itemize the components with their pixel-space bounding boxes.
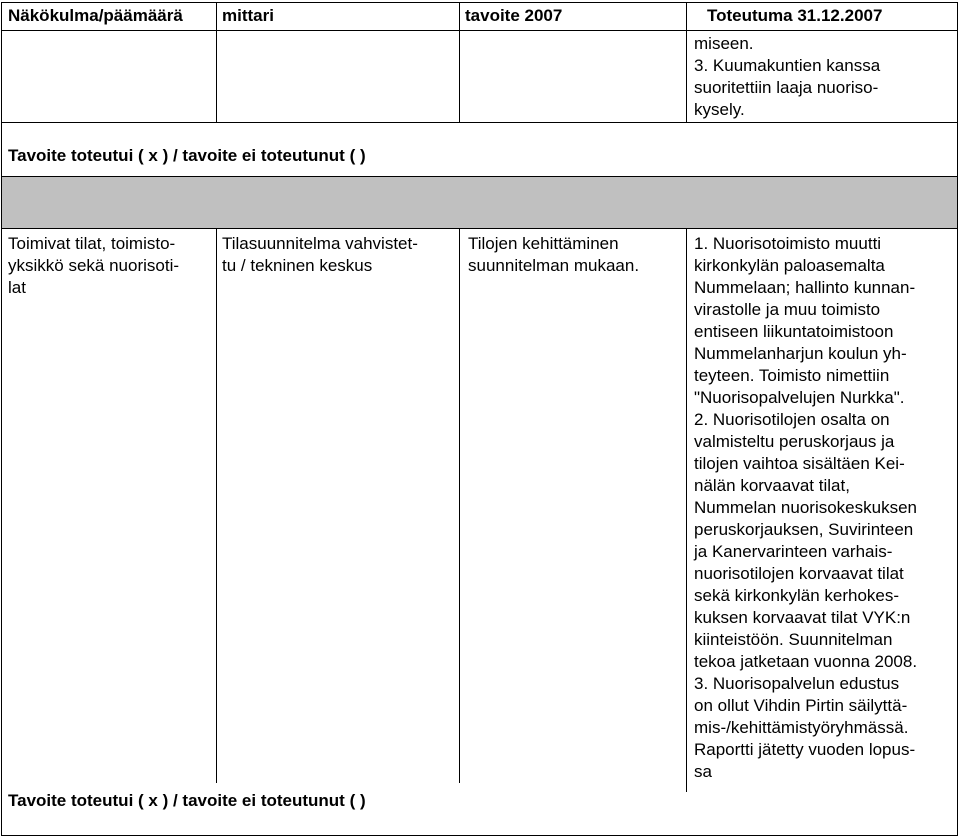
- col-divider-3: [686, 2, 687, 122]
- row-metric: [222, 233, 418, 277]
- text-line: Toimivat tilat, toimisto-: [8, 234, 176, 253]
- table-right-border: [957, 2, 958, 836]
- text-line: yksikkö sekä nuorisoti-: [8, 256, 180, 275]
- header-realization: Toteutuma 31.12.2007: [707, 6, 883, 25]
- col-divider-2: [459, 2, 460, 122]
- table-left-border: [1, 2, 2, 836]
- row-perspective: [8, 233, 179, 299]
- table-top-border: [1, 2, 958, 3]
- text-line: Nummelanharjun koulun yh-: [694, 344, 907, 363]
- text-line: entiseen liikuntatoimistoon: [694, 322, 894, 341]
- goal-status-top: Tavoite toteutui ( x ) / tavoite ei toteutunut ( ): [8, 146, 366, 165]
- header-bottom-border: [1, 30, 958, 31]
- text-line: sa: [694, 762, 712, 781]
- row-realization: [694, 233, 917, 783]
- text-line: tilojen vaihtoa sisältäen Kei-: [694, 454, 905, 473]
- text-line: lat: [8, 278, 26, 297]
- text-line: nälän korvaavat tilat,: [694, 476, 850, 495]
- text-line: Nummelan nuorisokeskuksen: [694, 498, 917, 517]
- text-line: mis-/kehittämistyöryhmässä.: [694, 718, 909, 737]
- text-line: Tilasuunnitelma vahvistet-: [222, 234, 418, 253]
- top-block-realization: [694, 33, 880, 121]
- separator-bottom-border: [1, 228, 958, 229]
- text-line: kuksen korvaavat tilat VYK:n: [694, 608, 911, 627]
- section-separator: [2, 177, 958, 228]
- text-line: virastolle ja muu toimisto: [694, 300, 881, 319]
- table-bottom-border: [1, 835, 958, 836]
- col-divider-1: [216, 2, 217, 122]
- top-block-divider: [1, 122, 958, 123]
- text-line: suunnitelman mukaan.: [468, 256, 640, 275]
- text-line: Tilojen kehittäminen: [468, 234, 619, 253]
- text-line: 1. Nuorisotoimisto muutti: [694, 234, 882, 253]
- text-line: nuorisotilojen korvaavat tilat: [694, 564, 904, 583]
- text-line: "Nuorisopalvelujen Nurkka".: [694, 388, 905, 407]
- text-line: miseen.: [694, 34, 754, 53]
- text-line: kirkonkylän paloasemalta: [694, 256, 885, 275]
- header-perspective: Näkökulma/päämäärä: [8, 6, 183, 25]
- row-target: [468, 233, 639, 277]
- text-line: on ollut Vihdin Pirtin säilyttä-: [694, 696, 908, 715]
- text-line: 3. Kuumakuntien kanssa: [694, 56, 881, 75]
- text-line: teyteen. Toimisto nimettiin: [694, 366, 890, 385]
- col-divider-1b: [216, 228, 217, 783]
- goal-row-bottom-border: [1, 176, 958, 177]
- text-line: 2. Nuorisotilojen osalta on: [694, 410, 890, 429]
- text-line: peruskorjauksen, Suvirinteen: [694, 520, 914, 539]
- text-line: Nummelaan; hallinto kunnan-: [694, 278, 916, 297]
- text-line: Raportti jätetty vuoden lopus-: [694, 740, 916, 759]
- col-divider-3b: [686, 228, 687, 783]
- text-line: kiinteistöön. Suunnitelman: [694, 630, 893, 649]
- text-line: tekoa jatketaan vuonna 2008.: [694, 652, 918, 671]
- text-line: suoritettiin laaja nuoriso-: [694, 78, 879, 97]
- text-line: valmisteltu peruskorjaus ja: [694, 432, 895, 451]
- text-line: kysely.: [694, 100, 745, 119]
- header-metric: mittari: [222, 6, 274, 25]
- col-divider-3c: [686, 783, 687, 792]
- header-target: tavoite 2007: [465, 6, 563, 25]
- text-line: 3. Nuorisopalvelun edustus: [694, 674, 900, 693]
- text-line: tu / tekninen keskus: [222, 256, 373, 275]
- text-line: ja Kanervarinteen varhais-: [694, 542, 893, 561]
- goal-status-row: Tavoite toteutui ( x ) / tavoite ei toteutunut ( ): [8, 791, 366, 810]
- text-line: sekä kirkonkylän kerhokes-: [694, 586, 900, 605]
- col-divider-2b: [459, 228, 460, 783]
